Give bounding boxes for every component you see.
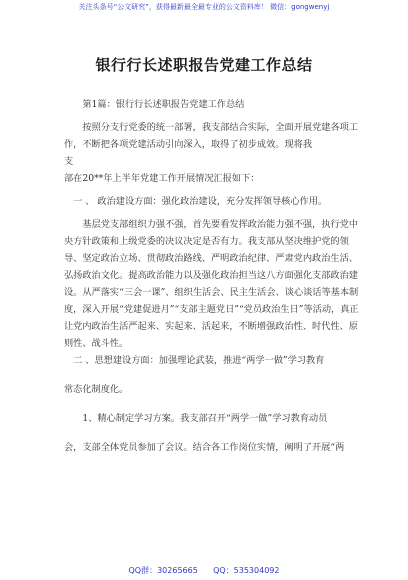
political-paragraph: 基层党支部组织力强不强，首先要看发挥政治能力强不强，执行党中央方针政策和上级党委的决议决定是否有力。我支部从坚决维护党的领导、坚定政治立场、贯彻政治路线、严明政治纪律、严肃党内政治生活、弘扬政治文化。提高政治能力以及强化政治担当这八方面强化支部政治建设。从严落实“三会一课”、组织生活会、民主生活会、谈心谈话等基本制度，深入开展“党建促进月”“支部主题党日”“党员政治生日”等活动，真正让党内政治生活严起来、实起来、活起来，不断增强政治性、时代性、原则性、战斗性。 <box>64 219 359 349</box>
document-title: 银行行长述职报告党建工作总结 <box>95 56 313 74</box>
footer-banner: QQ群：30265665 QQ：535304092 <box>128 566 280 575</box>
study-plan-paragraph-continued: 会，支部全体党员参加了会议。结合各工作岗位实情，阐明了开展“两 <box>64 442 345 453</box>
subheading-political: 一 、 政治建设方面：强化政治建设，充分发挥领导核心作用。 <box>73 196 328 207</box>
document-body <box>64 96 364 456</box>
intro-paragraph: 按照分支行党委的统一部署，我支部结合实际，全面开展党建各项工作，不断把各项党建活动引向深入，取得了初步成效。现将我 <box>64 122 359 150</box>
section-heading: 第1篇：银行行长述职报告党建工作总结 <box>82 99 245 110</box>
study-plan-paragraph: 1、精心制定学习方案。我支部召开“两学一做”学习教育动员 <box>82 413 328 424</box>
intro-paragraph-continued: 支 <box>64 156 74 167</box>
header-banner: 关注头条号“公文研究”，获得最新最全最专业的公文资料库！ 微信：gongwenyj <box>78 3 330 11</box>
subheading-ideological-continued: 常态化制度化。 <box>64 384 129 395</box>
intro-paragraph-end: 部在20**年上半年党建工作开展情况汇报如下： <box>64 173 260 184</box>
subheading-ideological: 二 、思想建设方面：加强理论武装，推进“两学一做”学习教育 <box>73 355 325 366</box>
